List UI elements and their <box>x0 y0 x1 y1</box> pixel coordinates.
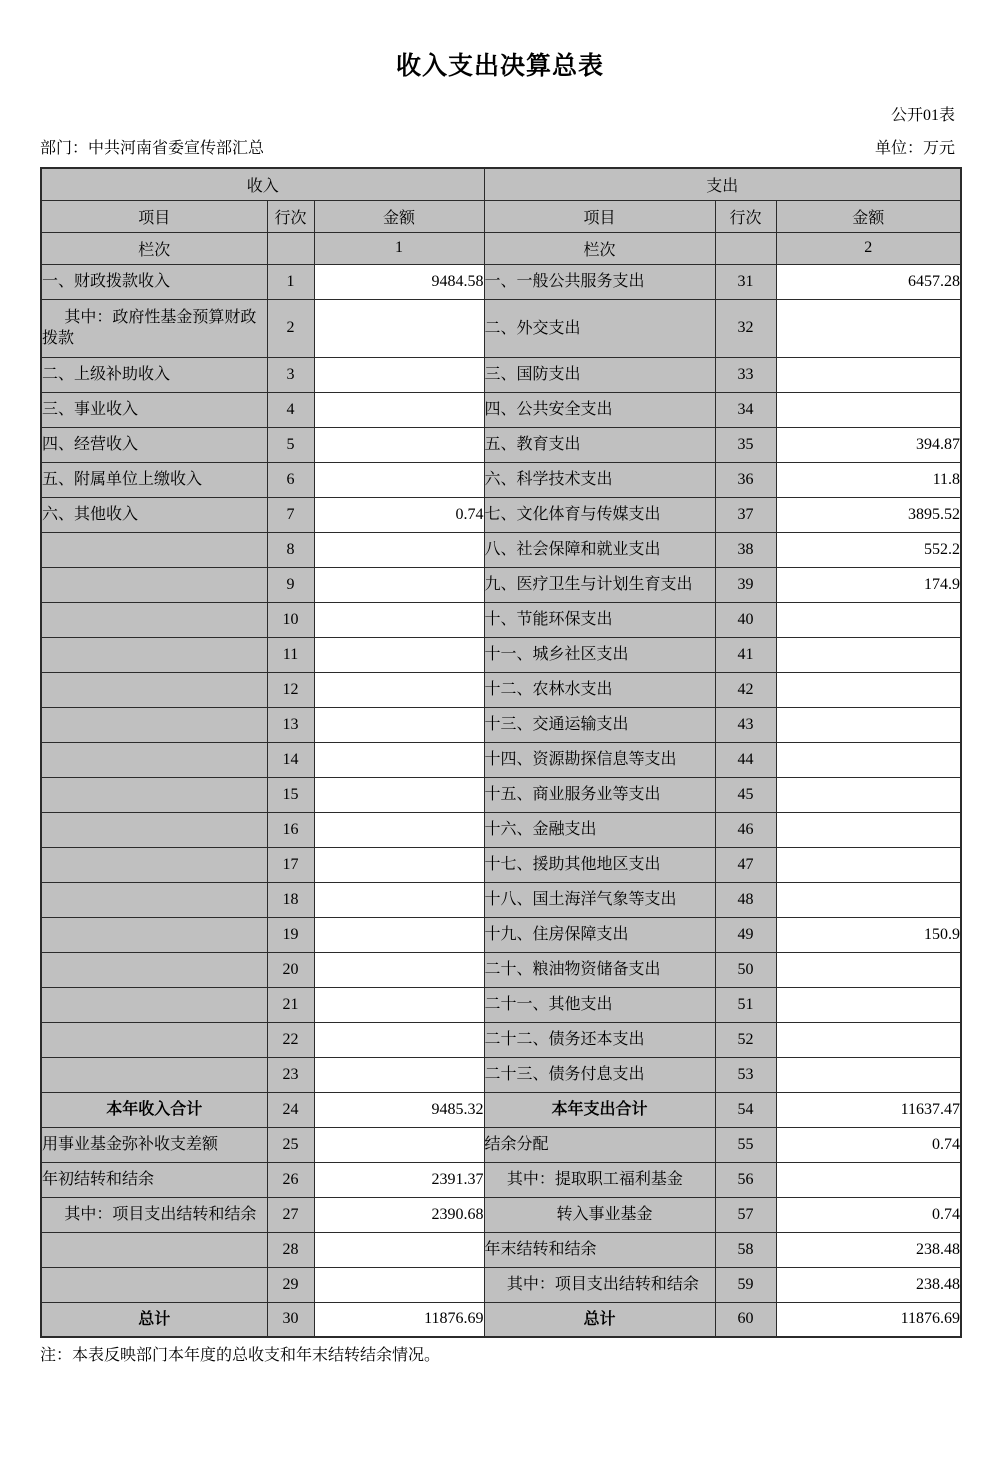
income-lineno-cell: 4 <box>267 392 314 427</box>
income-lineno-cell: 12 <box>267 672 314 707</box>
table-row <box>41 532 961 567</box>
expenditure-amount-cell <box>776 1162 961 1197</box>
expenditure-item-cell: 十九、住房保障支出 <box>484 917 715 952</box>
expenditure-lineno-cell: 50 <box>715 952 776 987</box>
expenditure-item-cell: 六、科学技术支出 <box>484 462 715 497</box>
expenditure-lineno-cell: 51 <box>715 987 776 1022</box>
table-row <box>41 672 961 707</box>
table-row <box>41 497 961 532</box>
table-row <box>41 847 961 882</box>
expenditure-lineno-cell: 32 <box>715 299 776 357</box>
income-item-cell <box>41 1057 267 1092</box>
expenditure-amount-cell: 6457.28 <box>776 264 961 299</box>
income-lineno-cell: 10 <box>267 602 314 637</box>
expenditure-item-cell: 八、社会保障和就业支出 <box>484 532 715 567</box>
income-amount-cell <box>314 987 484 1022</box>
footnote: 注：本表反映部门本年度的总收支和年末结转结余情况。 <box>40 1347 441 1364</box>
expenditure-group-header: 支出 <box>484 168 961 200</box>
table-row <box>41 1302 961 1337</box>
income-lineno-cell: 26 <box>267 1162 314 1197</box>
department-label: 部门：中共河南省委宣传部汇总 <box>40 140 265 157</box>
table-row <box>41 882 961 917</box>
income-item-cell: 一、财政拨款收入 <box>41 264 267 299</box>
expenditure-lineno-cell: 49 <box>715 917 776 952</box>
expenditure-lineno-cell: 46 <box>715 812 776 847</box>
unit-label: 单位：万元 <box>874 140 955 157</box>
expenditure-item-cell: 九、医疗卫生与计划生育支出 <box>484 567 715 602</box>
table-row <box>41 812 961 847</box>
income-amount-cell <box>314 392 484 427</box>
expenditure-lineno-cell: 59 <box>715 1267 776 1302</box>
income-item-cell: 六、其他收入 <box>41 497 267 532</box>
income-amount-cell: 11876.69 <box>314 1302 484 1337</box>
expenditure-amount-cell: 11876.69 <box>776 1302 961 1337</box>
expenditure-lineno-cell: 35 <box>715 427 776 462</box>
income-amount-cell <box>314 1127 484 1162</box>
revenue-expenditure-table <box>40 167 962 1338</box>
income-item-cell <box>41 637 267 672</box>
income-amount-cell <box>314 532 484 567</box>
table-row <box>41 777 961 812</box>
expenditure-amount-cell <box>776 1057 961 1092</box>
table-row <box>41 742 961 777</box>
income-amount-cell <box>314 707 484 742</box>
expenditure-amount-cell: 238.48 <box>776 1232 961 1267</box>
income-item-cell <box>41 1232 267 1267</box>
expenditure-item-cell: 十八、国土海洋气象等支出 <box>484 882 715 917</box>
income-amount-cell <box>314 462 484 497</box>
expenditure-lineno-cell: 54 <box>715 1092 776 1127</box>
expenditure-amount-cell: 0.74 <box>776 1127 961 1162</box>
expenditure-amount-cell: 11.8 <box>776 462 961 497</box>
expenditure-amount-cell <box>776 1022 961 1057</box>
income-lineno-cell: 7 <box>267 497 314 532</box>
income-lineno-cell: 15 <box>267 777 314 812</box>
table-row <box>41 1127 961 1162</box>
expenditure-amount-cell <box>776 952 961 987</box>
expenditure-amount-cell: 238.48 <box>776 1267 961 1302</box>
expenditure-item-cell: 十三、交通运输支出 <box>484 707 715 742</box>
expenditure-amount-cell: 11637.47 <box>776 1092 961 1127</box>
form-number-tag: 公开01表 <box>890 107 955 124</box>
income-lineno-cell: 11 <box>267 637 314 672</box>
income-item-cell: 本年收入合计 <box>41 1092 267 1127</box>
expenditure-lineno-cell: 47 <box>715 847 776 882</box>
expenditure-lineno-cell: 57 <box>715 1197 776 1232</box>
income-lineno-cell: 16 <box>267 812 314 847</box>
table-row <box>41 987 961 1022</box>
table-row <box>41 392 961 427</box>
expenditure-amount-cell <box>776 777 961 812</box>
income-lineno-cell: 19 <box>267 917 314 952</box>
expenditure-amount-cell <box>776 882 961 917</box>
income-amount-cell <box>314 777 484 812</box>
expenditure-amount-cell <box>776 637 961 672</box>
expenditure-lineno-cell: 48 <box>715 882 776 917</box>
expenditure-amount-cell <box>776 299 961 357</box>
expenditure-lineno-cell: 53 <box>715 1057 776 1092</box>
group-header-row <box>41 168 961 200</box>
income-lineno-cell: 21 <box>267 987 314 1022</box>
expenditure-amount-cell <box>776 812 961 847</box>
income-amount-cell <box>314 427 484 462</box>
income-amount-cell <box>314 637 484 672</box>
income-item-cell: 四、经营收入 <box>41 427 267 462</box>
income-item-cell <box>41 987 267 1022</box>
expenditure-lineno-cell: 41 <box>715 637 776 672</box>
income-item-cell <box>41 917 267 952</box>
income-lineno-cell: 22 <box>267 1022 314 1057</box>
income-lineno-cell: 20 <box>267 952 314 987</box>
income-lineno-header: 行次 <box>267 200 314 232</box>
income-item-cell <box>41 532 267 567</box>
income-lineno-cell: 9 <box>267 567 314 602</box>
income-amount-cell <box>314 357 484 392</box>
income-lineno-cell: 8 <box>267 532 314 567</box>
expenditure-item-cell: 一、一般公共服务支出 <box>484 264 715 299</box>
income-lineno-cell: 3 <box>267 357 314 392</box>
expenditure-lineno-cell: 33 <box>715 357 776 392</box>
expenditure-amount-cell <box>776 672 961 707</box>
income-amount-cell <box>314 742 484 777</box>
income-item-cell <box>41 672 267 707</box>
expenditure-amount-cell <box>776 602 961 637</box>
income-lineno-cell: 2 <box>267 299 314 357</box>
income-amount-cell <box>314 602 484 637</box>
expenditure-item-cell: 二十三、债务付息支出 <box>484 1057 715 1092</box>
expenditure-item-cell: 二、外交支出 <box>484 299 715 357</box>
expenditure-item-cell: 三、国防支出 <box>484 357 715 392</box>
income-item-cell: 用事业基金弥补收支差额 <box>41 1127 267 1162</box>
expenditure-item-cell: 十五、商业服务业等支出 <box>484 777 715 812</box>
income-column-index: 1 <box>314 232 484 264</box>
income-lineno-cell: 28 <box>267 1232 314 1267</box>
expenditure-item-cell: 其中：提取职工福利基金 <box>484 1162 715 1197</box>
expenditure-amount-cell: 3895.52 <box>776 497 961 532</box>
income-item-cell: 其中：政府性基金预算财政拨款 <box>41 299 267 357</box>
expenditure-lineno-header: 行次 <box>715 200 776 232</box>
income-item-cell <box>41 952 267 987</box>
expenditure-item-cell: 十一、城乡社区支出 <box>484 637 715 672</box>
income-item-header: 项目 <box>41 200 267 232</box>
expenditure-item-cell: 七、文化体育与传媒支出 <box>484 497 715 532</box>
income-amount-cell: 9485.32 <box>314 1092 484 1127</box>
expenditure-lineno-cell: 36 <box>715 462 776 497</box>
income-lineno-cell: 17 <box>267 847 314 882</box>
expenditure-item-cell: 十、节能环保支出 <box>484 602 715 637</box>
income-item-cell: 二、上级补助收入 <box>41 357 267 392</box>
income-item-cell <box>41 602 267 637</box>
expenditure-amount-cell <box>776 847 961 882</box>
table-row <box>41 567 961 602</box>
column-index-row <box>41 232 961 264</box>
income-item-cell: 总计 <box>41 1302 267 1337</box>
expenditure-lineno-cell: 60 <box>715 1302 776 1337</box>
expenditure-item-cell: 其中：项目支出结转和结余 <box>484 1267 715 1302</box>
income-item-cell: 三、事业收入 <box>41 392 267 427</box>
income-item-cell <box>41 1267 267 1302</box>
income-amount-cell <box>314 1267 484 1302</box>
income-lineno-cell: 30 <box>267 1302 314 1337</box>
expenditure-amount-cell: 150.9 <box>776 917 961 952</box>
expenditure-amount-cell: 552.2 <box>776 532 961 567</box>
expenditure-index-blank-cell <box>715 232 776 264</box>
income-column-index-label: 栏次 <box>41 232 267 264</box>
income-item-cell <box>41 742 267 777</box>
table-row <box>41 299 961 357</box>
income-amount-cell: 2391.37 <box>314 1162 484 1197</box>
table-body <box>41 264 961 1337</box>
column-header-row <box>41 200 961 232</box>
table-row <box>41 917 961 952</box>
page-title: 收入支出决算总表 <box>395 53 604 80</box>
expenditure-amount-cell: 174.9 <box>776 567 961 602</box>
income-lineno-cell: 18 <box>267 882 314 917</box>
expenditure-amount-cell <box>776 392 961 427</box>
income-amount-cell: 0.74 <box>314 497 484 532</box>
income-lineno-cell: 5 <box>267 427 314 462</box>
expenditure-lineno-cell: 52 <box>715 1022 776 1057</box>
income-lineno-cell: 23 <box>267 1057 314 1092</box>
table-row <box>41 952 961 987</box>
expenditure-item-cell: 十二、农林水支出 <box>484 672 715 707</box>
table-row <box>41 462 961 497</box>
table-row <box>41 707 961 742</box>
expenditure-amount-header: 金额 <box>776 200 961 232</box>
income-amount-cell <box>314 567 484 602</box>
income-amount-cell <box>314 882 484 917</box>
expenditure-item-cell: 二十一、其他支出 <box>484 987 715 1022</box>
income-amount-cell: 2390.68 <box>314 1197 484 1232</box>
income-amount-cell <box>314 1022 484 1057</box>
table-row <box>41 264 961 299</box>
expenditure-amount-cell <box>776 987 961 1022</box>
expenditure-lineno-cell: 37 <box>715 497 776 532</box>
expenditure-item-cell: 十七、援助其他地区支出 <box>484 847 715 882</box>
income-amount-cell <box>314 1057 484 1092</box>
income-amount-cell <box>314 1232 484 1267</box>
expenditure-amount-cell: 394.87 <box>776 427 961 462</box>
expenditure-item-cell: 总计 <box>484 1302 715 1337</box>
income-lineno-cell: 29 <box>267 1267 314 1302</box>
table-row <box>41 1057 961 1092</box>
expenditure-item-cell: 转入事业基金 <box>484 1197 715 1232</box>
income-group-header: 收入 <box>41 168 484 200</box>
income-item-cell: 年初结转和结余 <box>41 1162 267 1197</box>
income-amount-cell: 9484.58 <box>314 264 484 299</box>
expenditure-lineno-cell: 55 <box>715 1127 776 1162</box>
expenditure-column-index: 2 <box>776 232 961 264</box>
table-row <box>41 1162 961 1197</box>
expenditure-lineno-cell: 39 <box>715 567 776 602</box>
income-lineno-cell: 14 <box>267 742 314 777</box>
income-amount-cell <box>314 672 484 707</box>
expenditure-lineno-cell: 58 <box>715 1232 776 1267</box>
expenditure-item-cell: 本年支出合计 <box>484 1092 715 1127</box>
income-amount-cell <box>314 299 484 357</box>
table-row <box>41 427 961 462</box>
expenditure-lineno-cell: 43 <box>715 707 776 742</box>
table-row <box>41 1022 961 1057</box>
income-amount-header: 金额 <box>314 200 484 232</box>
expenditure-amount-cell <box>776 357 961 392</box>
expenditure-item-cell: 年末结转和结余 <box>484 1232 715 1267</box>
expenditure-item-cell: 二十、粮油物资储备支出 <box>484 952 715 987</box>
income-lineno-cell: 27 <box>267 1197 314 1232</box>
table-row <box>41 637 961 672</box>
income-item-cell <box>41 847 267 882</box>
expenditure-column-index-label: 栏次 <box>484 232 715 264</box>
expenditure-amount-cell <box>776 707 961 742</box>
expenditure-amount-cell <box>776 742 961 777</box>
expenditure-item-header: 项目 <box>484 200 715 232</box>
income-item-cell <box>41 777 267 812</box>
income-lineno-cell: 6 <box>267 462 314 497</box>
income-item-cell <box>41 567 267 602</box>
table-row <box>41 357 961 392</box>
table-row <box>41 1267 961 1302</box>
income-item-cell <box>41 707 267 742</box>
expenditure-lineno-cell: 40 <box>715 602 776 637</box>
income-amount-cell <box>314 952 484 987</box>
income-index-blank-cell <box>267 232 314 264</box>
expenditure-item-cell: 五、教育支出 <box>484 427 715 462</box>
income-amount-cell <box>314 812 484 847</box>
income-item-cell <box>41 1022 267 1057</box>
expenditure-lineno-cell: 56 <box>715 1162 776 1197</box>
income-lineno-cell: 25 <box>267 1127 314 1162</box>
expenditure-item-cell: 结余分配 <box>484 1127 715 1162</box>
income-item-cell <box>41 812 267 847</box>
expenditure-item-cell: 十四、资源勘探信息等支出 <box>484 742 715 777</box>
expenditure-item-cell: 二十二、债务还本支出 <box>484 1022 715 1057</box>
expenditure-item-cell: 四、公共安全支出 <box>484 392 715 427</box>
table-row <box>41 602 961 637</box>
expenditure-item-cell: 十六、金融支出 <box>484 812 715 847</box>
expenditure-lineno-cell: 45 <box>715 777 776 812</box>
expenditure-lineno-cell: 44 <box>715 742 776 777</box>
income-item-cell: 五、附属单位上缴收入 <box>41 462 267 497</box>
table-row <box>41 1092 961 1127</box>
expenditure-lineno-cell: 31 <box>715 264 776 299</box>
income-amount-cell <box>314 847 484 882</box>
table-meta-row <box>40 139 955 159</box>
table-row <box>41 1197 961 1232</box>
expenditure-lineno-cell: 38 <box>715 532 776 567</box>
income-amount-cell <box>314 917 484 952</box>
table-row <box>41 1232 961 1267</box>
expenditure-lineno-cell: 42 <box>715 672 776 707</box>
income-lineno-cell: 13 <box>267 707 314 742</box>
income-item-cell: 其中：项目支出结转和结余 <box>41 1197 267 1232</box>
income-item-cell <box>41 882 267 917</box>
expenditure-amount-cell: 0.74 <box>776 1197 961 1232</box>
income-lineno-cell: 1 <box>267 264 314 299</box>
expenditure-lineno-cell: 34 <box>715 392 776 427</box>
income-lineno-cell: 24 <box>267 1092 314 1127</box>
